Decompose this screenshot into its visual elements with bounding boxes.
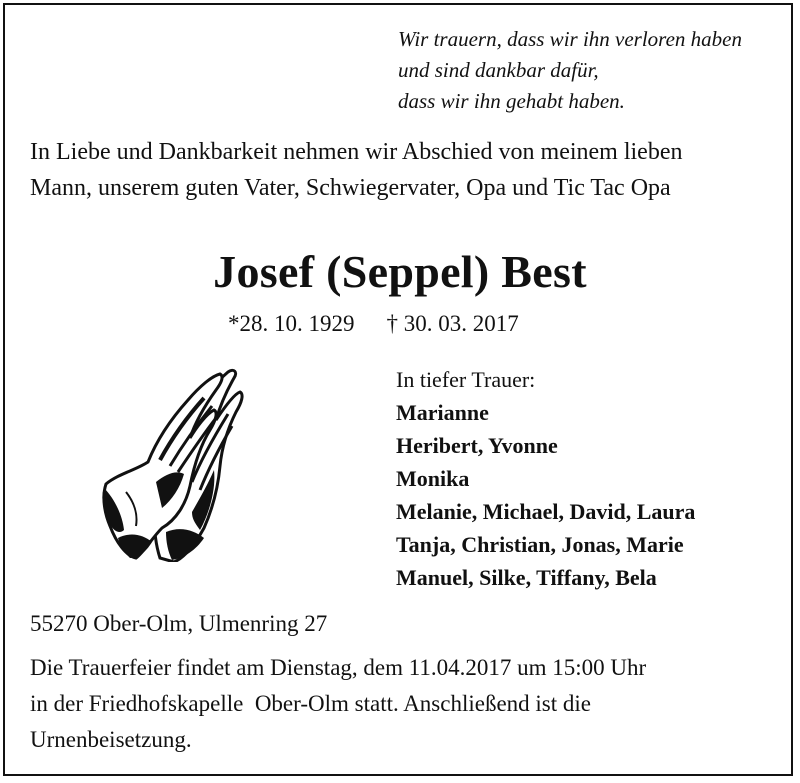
death-date: † 30. 03. 2017 [386,311,519,336]
quote-line: und sind dankbar dafür, [398,58,599,82]
quote-line: Wir trauern, dass wir ihn verloren haben [398,27,742,51]
ceremony-line: Die Trauerfeier findet am Dienstag, dem 11.04.2017 um 15:00 Uhr [30,655,647,680]
mourner-row: Manuel, Silke, Tiffany, Bela [396,565,657,590]
mourner-row: Marianne [396,400,489,425]
ceremony-info [30,650,646,758]
mourner-row: Melanie, Michael, David, Laura [396,499,696,524]
praying-hands-icon [96,362,246,562]
intro-text [30,134,682,206]
ceremony-line: Urnenbeisetzung. [30,727,192,752]
intro-line: Mann, unserem guten Vater, Schwiegervater, Opa und Tic Tac Opa [30,175,671,201]
address: 55270 Ober-Olm, Ulmenring 27 [30,611,328,636]
quote-line: dass wir ihn gehabt haben. [398,89,625,113]
intro-line: In Liebe und Dankbarkeit nehmen wir Abschied von meinem lieben [30,139,683,165]
ceremony-line: in der Friedhofskapelle Ober-Olm statt. Anschließend ist die [30,691,591,716]
mourner-row: Monika [396,466,470,491]
life-dates [228,308,519,340]
mourner-row: Heribert, Yvonne [396,433,558,458]
mourners-heading: In tiefer Trauer: [396,367,536,392]
mourners-list [396,363,695,594]
deceased-name: Josef (Seppel) Best [213,246,587,297]
mourner-row: Tanja, Christian, Jonas, Marie [396,532,684,557]
memorial-quote [398,24,788,117]
birth-date: *28. 10. 1929 [228,311,355,336]
